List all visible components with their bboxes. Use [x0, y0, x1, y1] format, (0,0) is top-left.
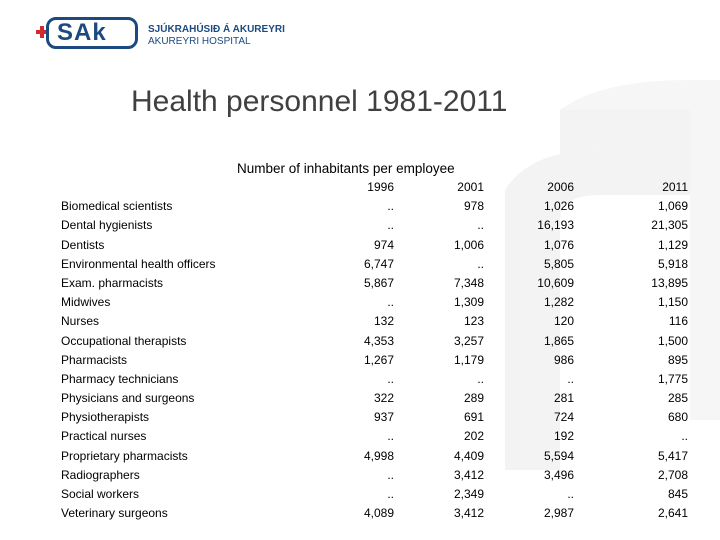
table-cell: 895 — [667, 352, 688, 367]
table-header-row — [0, 178, 720, 197]
table-cell: 5,417 — [657, 448, 688, 463]
table-cell: 281 — [553, 391, 574, 406]
table-cell: .. — [567, 371, 574, 386]
table-cell: 21,305 — [651, 218, 688, 233]
row-label: Nurses — [61, 314, 100, 329]
table-cell: 1,069 — [657, 199, 688, 214]
table-row — [0, 274, 720, 293]
table-cell: 6,747 — [363, 256, 394, 271]
row-label: Dentists — [61, 237, 105, 252]
table-cell: .. — [477, 371, 484, 386]
table-row — [0, 255, 720, 274]
row-label: Proprietary pharmacists — [61, 448, 188, 463]
table-cell: 2,708 — [657, 467, 688, 482]
table-cell: 986 — [553, 352, 574, 367]
data-table — [0, 178, 720, 523]
table-cell: 3,496 — [543, 467, 574, 482]
table-cell: .. — [387, 467, 394, 482]
table-cell: .. — [387, 295, 394, 310]
table-cell: .. — [681, 429, 688, 444]
table-cell: 1,865 — [543, 333, 574, 348]
table-cell: 1,179 — [453, 352, 484, 367]
table-cell: 3,412 — [453, 506, 484, 521]
table-cell: 4,089 — [363, 506, 394, 521]
row-label: Dental hygienists — [61, 218, 153, 233]
table-cell: .. — [477, 218, 484, 233]
org-name-english: AKUREYRI HOSPITAL — [148, 36, 251, 47]
table-cell: 192 — [553, 429, 574, 444]
table-cell: 7,348 — [453, 275, 484, 290]
table-cell: 974 — [373, 237, 394, 252]
table-cell: 4,353 — [363, 333, 394, 348]
row-label: Midwives — [61, 295, 111, 310]
row-label: Environmental health officers — [61, 256, 216, 271]
table-cell: 10,609 — [537, 275, 574, 290]
table-cell: 202 — [463, 429, 484, 444]
table-row — [0, 485, 720, 504]
table-cell: 120 — [553, 314, 574, 329]
table-cell: 285 — [667, 391, 688, 406]
table-cell: 1,775 — [657, 371, 688, 386]
table-row — [0, 370, 720, 389]
table-cell: 3,412 — [453, 467, 484, 482]
table-cell: 13,895 — [651, 275, 688, 290]
row-label: Exam. pharmacists — [61, 275, 164, 290]
row-label: Practical nurses — [61, 429, 147, 444]
row-label: Pharmacy technicians — [61, 371, 179, 386]
table-cell: .. — [477, 256, 484, 271]
table-row — [0, 216, 720, 235]
table-cell: 16,193 — [537, 218, 574, 233]
slide-title: Health personnel 1981-2011 — [131, 85, 508, 118]
table-cell: 2,987 — [543, 506, 574, 521]
table-cell: .. — [387, 429, 394, 444]
row-label: Social workers — [61, 487, 140, 501]
row-label: Biomedical scientists — [61, 199, 173, 214]
table-cell: .. — [387, 199, 394, 214]
logo-mark-text: SAk — [57, 19, 107, 46]
table-cell: 2,641 — [657, 506, 688, 521]
table-cell: 5,594 — [543, 448, 574, 463]
table-subtitle: Number of inhabitants per employee — [237, 161, 455, 176]
row-label: Occupational therapists — [61, 333, 187, 348]
row-label: Physiotherapists — [61, 410, 150, 425]
column-header: 1996 — [367, 180, 394, 194]
table-row — [0, 312, 720, 331]
table-cell: 937 — [373, 410, 394, 425]
table-cell: 724 — [553, 410, 574, 425]
table-cell: 680 — [667, 410, 688, 425]
table-cell: 1,267 — [363, 352, 394, 367]
table-cell: 4,409 — [453, 448, 484, 463]
row-label: Veterinary surgeons — [61, 506, 168, 521]
table-row — [0, 504, 720, 523]
row-label: Physicians and surgeons — [61, 391, 195, 406]
table-cell: 1,076 — [543, 237, 574, 252]
table-cell: 1,309 — [453, 295, 484, 310]
table-cell: 845 — [667, 487, 688, 501]
table-cell: 1,129 — [657, 237, 688, 252]
logo-mark — [46, 17, 138, 49]
table-cell: .. — [567, 487, 574, 501]
table-row — [0, 466, 720, 485]
column-header: 2001 — [457, 180, 484, 194]
table-row — [0, 427, 720, 446]
table-row — [0, 197, 720, 216]
table-cell: 2,349 — [453, 487, 484, 501]
table-cell: 4,998 — [363, 448, 394, 463]
table-cell: 322 — [373, 391, 394, 406]
table-cell: 5,918 — [657, 256, 688, 271]
table-cell: 123 — [463, 314, 484, 329]
table-cell: .. — [387, 218, 394, 233]
table-row — [0, 293, 720, 312]
table-cell: 691 — [463, 410, 484, 425]
table-cell: 1,150 — [657, 295, 688, 310]
table-cell: 289 — [463, 391, 484, 406]
table-row — [0, 447, 720, 466]
table-cell: .. — [387, 487, 394, 501]
table-cell: 978 — [463, 199, 484, 214]
table-cell: .. — [387, 371, 394, 386]
table-cell: 1,500 — [657, 333, 688, 348]
column-header: 2006 — [547, 180, 574, 194]
table-cell: 1,026 — [543, 199, 574, 214]
table-row — [0, 351, 720, 370]
table-cell: 5,805 — [543, 256, 574, 271]
row-label: Pharmacists — [61, 352, 128, 367]
table-cell: 3,257 — [453, 333, 484, 348]
table-row — [0, 408, 720, 427]
column-header: 2011 — [662, 180, 688, 194]
table-cell: 1,282 — [543, 295, 574, 310]
table-row — [0, 332, 720, 351]
table-cell: 1,006 — [453, 237, 484, 252]
table-cell: 116 — [668, 314, 688, 329]
table-row — [0, 389, 720, 408]
org-name-icelandic: SJÚKRAHÚSIÐ Á AKUREYRI — [148, 24, 285, 35]
row-label: Radiographers — [61, 467, 140, 482]
table-cell: 132 — [373, 314, 394, 329]
table-cell: 5,867 — [363, 275, 394, 290]
table-row — [0, 236, 720, 255]
